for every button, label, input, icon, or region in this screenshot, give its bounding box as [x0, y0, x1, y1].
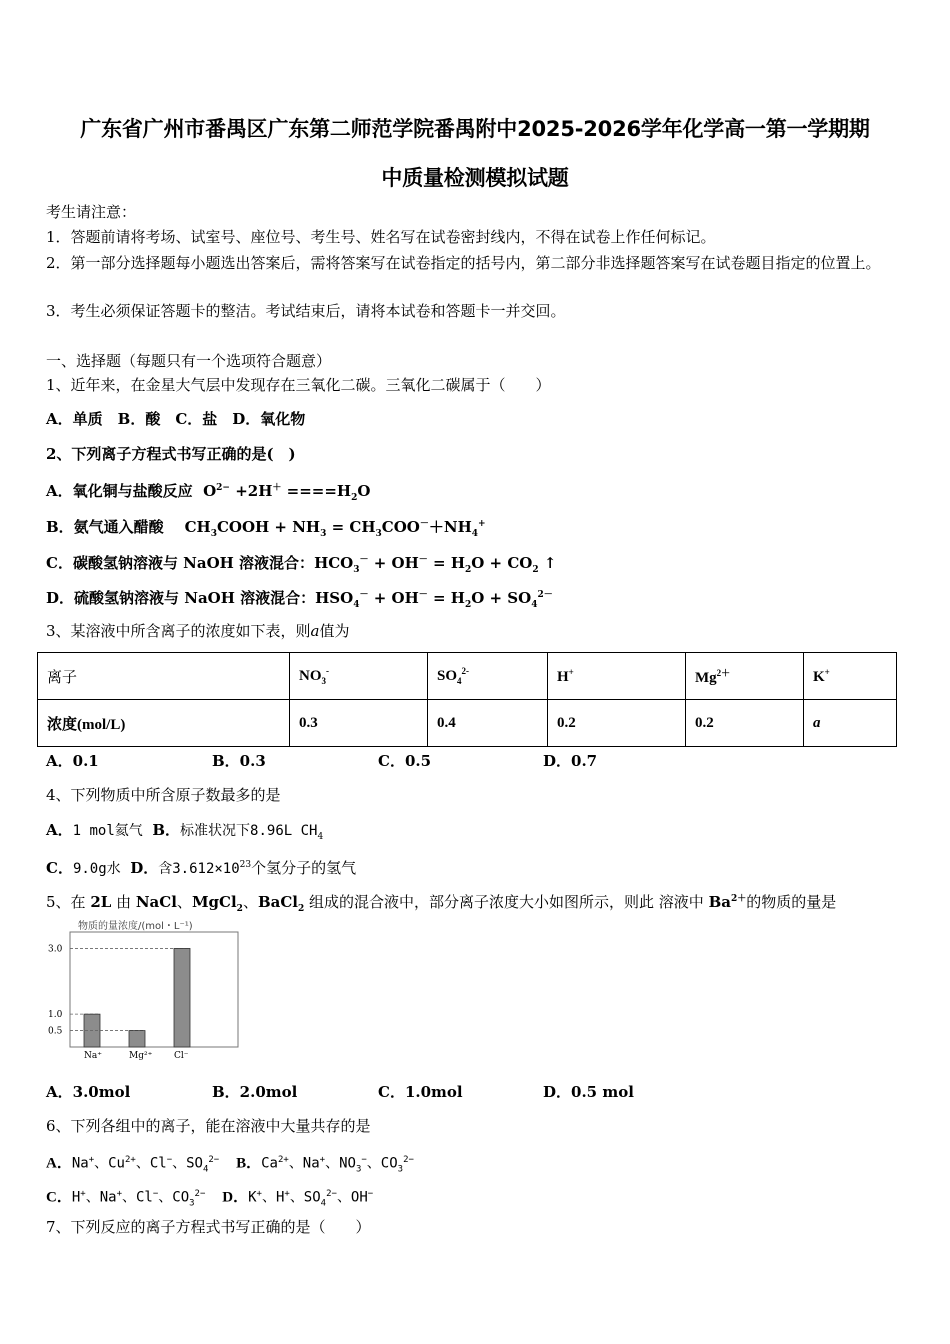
- x-tick-label: Mg²⁺: [129, 1051, 153, 1061]
- ion-concentration-table: [37, 652, 897, 747]
- table-header-k: K+: [804, 653, 897, 700]
- y-tick-label: 0.5: [48, 1026, 63, 1037]
- q2-option-a-equation: $O^{2-} +2H^+ ====H_2O$: [203, 482, 371, 503]
- section-heading: 一、选择题（每题只有一个选项符合题意）: [46, 352, 332, 370]
- q6-options-cd[interactable]: C．H+、Na+、Cl−、$CO_3^{2-}$ D．K+、H+、$SO_4^{2-}$、OH−: [46, 1189, 374, 1209]
- q2-option-c[interactable]: [46, 550, 556, 580]
- notice-item-3: 3．考生必须保证答题卡的整洁。考试结束后，请将本试卷和答题卡一并交回。: [46, 302, 566, 320]
- table-cell: 浓度(mol/L): [38, 700, 290, 747]
- q2-option-d-label: D．硫酸氢钠溶液与 NaOH 溶液混合：: [46, 589, 316, 607]
- q2-option-d[interactable]: [46, 585, 553, 615]
- table-row: [38, 653, 897, 700]
- q1-stem: 1、近年来，在金星大气层中发现存在三氧化二碳。三氧化二碳属于（ ）: [46, 376, 551, 394]
- q5-option-a[interactable]: A．3.0mol: [46, 1083, 131, 1101]
- table-cell: a: [804, 700, 897, 747]
- q2-option-b[interactable]: [46, 514, 486, 544]
- table-header-no3: $NO_3^-$: [290, 653, 428, 700]
- q2-option-a-label: A．氧化铜与盐酸反应: [46, 482, 193, 500]
- bar-1: [129, 1031, 145, 1047]
- table-cell: 0.4: [428, 700, 548, 747]
- notice-item-1: 1．答题前请将考场、试室号、座位号、考生号、姓名写在试卷密封线内，不得在试卷上作任何标记。: [46, 228, 716, 246]
- q4-options-cd[interactable]: C．9.0g水 D．含$3.612\times 10^{23}$个氢分子的氢气: [46, 859, 357, 877]
- chart-title: 物质的量浓度/(mol・L⁻¹): [78, 921, 193, 932]
- y-tick-label: 1.0: [48, 1010, 63, 1021]
- table-header-so4: $SO_4^{2-}$: [428, 653, 548, 700]
- ion-concentration-bar-chart: [44, 916, 244, 1061]
- q2-stem: 2、下列离子方程式书写正确的是( ): [46, 445, 296, 463]
- exam-title-line-1: 广东省广州市番禺区广东第二师范学院番禺附中2025-2026学年化学高一第一学期期: [80, 117, 870, 141]
- q7-stem: 7、下列反应的离子方程式书写正确的是（ ）: [46, 1218, 371, 1236]
- table-header-mg: $Mg^{2+}$: [686, 653, 804, 700]
- notice-item-2: 2．第一部分选择题每小题选出答案后，需将答案写在试卷指定的括号内，第二部分非选择题答案写在试卷题目指定的位置上。: [46, 254, 881, 272]
- exam-title-line-2: 中质量检测模拟试题: [381, 166, 569, 190]
- q5-option-b[interactable]: B．2.0mol: [212, 1083, 298, 1101]
- table-cell: 0.2: [686, 700, 804, 747]
- q4-options-ab[interactable]: A．1 mol氦气 B．标准状况下8.96L $CH_4$: [46, 821, 324, 842]
- q2-option-a[interactable]: [46, 478, 370, 508]
- table-header-h: H+: [548, 653, 686, 700]
- table-cell: 0.2: [548, 700, 686, 747]
- q3-stem: 3、某溶液中所含离子的浓度如下表，则a值为: [46, 622, 350, 640]
- q3-option-a[interactable]: A．0.1: [46, 752, 99, 770]
- q3-option-d[interactable]: D．0.7: [543, 752, 598, 770]
- x-tick-label: Cl⁻: [174, 1051, 189, 1061]
- q2-option-b-label: B．氨气通入醋酸: [46, 518, 164, 536]
- q2-option-b-equation: $CH_3COOH + NH_3 = CH_3COO^-+NH_4^+$: [184, 518, 486, 539]
- table-header-ion: 离子: [38, 653, 290, 700]
- q4-stem: 4、下列物质中所含原子数最多的是: [46, 786, 281, 804]
- notice-heading: 考生请注意：: [46, 203, 137, 221]
- q2-option-c-label: C．碳酸氢钠溶液与 NaOH 溶液混合：: [46, 554, 315, 572]
- q3-option-c[interactable]: C．0.5: [378, 752, 432, 770]
- table-row: [38, 700, 897, 747]
- q2-option-c-equation: $HCO_3^- + OH^- = H_2O + CO_2$ ↑: [314, 554, 557, 575]
- table-cell: 0.3: [290, 700, 428, 747]
- q5-option-c[interactable]: C．1.0mol: [378, 1083, 463, 1101]
- q3-option-b[interactable]: B．0.3: [212, 752, 266, 770]
- bar-2: [174, 948, 190, 1047]
- q1-options: A．单质 B．酸 C．盐 D．氧化物: [46, 410, 306, 428]
- q5-stem: 5、在 2L 由 NaCl、MgCl$_2$、BaCl$_2$ 组成的混合液中，部分离子浓度大小如图所示，则此 溶液中 $Ba^{2+}$的物质的量是: [46, 893, 837, 914]
- q6-options-ab[interactable]: A．Na+、$Cu^{2+}$、Cl−、$SO_4^{2-}$ B．$Ca^{2+}$、Na+、$NO_3^-$、$CO_3^{2-}$: [46, 1155, 414, 1175]
- q5-option-d[interactable]: D．0.5 mol: [543, 1083, 634, 1101]
- x-tick-label: Na⁺: [84, 1051, 102, 1061]
- y-tick-label: 3.0: [48, 944, 63, 955]
- q6-stem: 6、下列各组中的离子，能在溶液中大量共存的是: [46, 1117, 371, 1135]
- q2-option-d-equation: $HSO_4^- + OH^- = H_2O + SO_4^{2-}$: [315, 589, 553, 610]
